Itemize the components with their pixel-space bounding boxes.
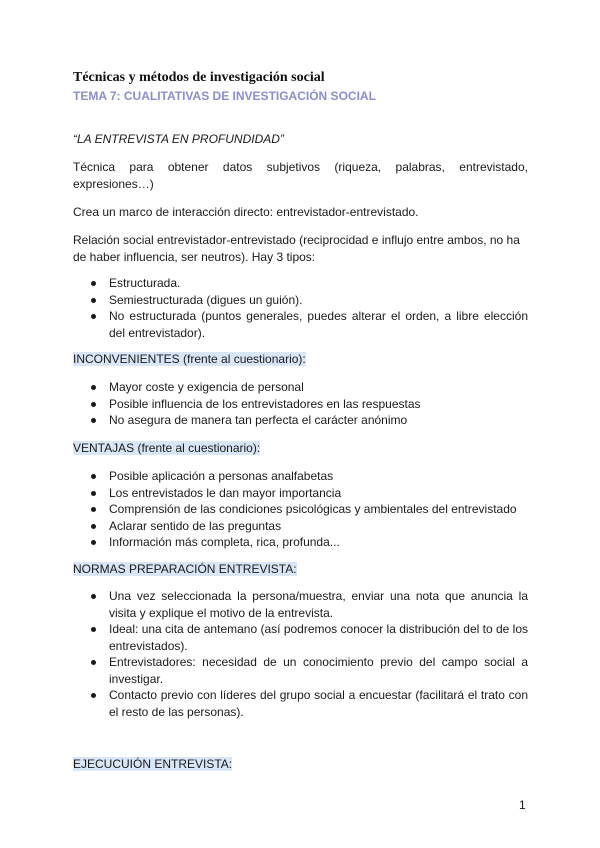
paragraph-tecnica: Técnica para obtener datos subjetivos (riqueza, palabras, entrevistado, expresiones…) — [73, 160, 528, 191]
heading-inconvenientes — [73, 351, 528, 368]
list-item: Comprensión de las condiciones psicológicas y ambientales del entrevistado — [73, 501, 528, 518]
list-item: Ideal: una cita de antemano (así podremos conocer la distribución del to de los entrevistados). — [73, 621, 528, 654]
heading-ejecucion — [73, 756, 528, 773]
paragraph-marco: Crea un marco de interacción directo: entrevistador-entrevistado. — [73, 205, 419, 219]
page-number: 1 — [519, 798, 526, 812]
heading-normas-text: NORMAS PREPARACIÓN ENTREVISTA: — [73, 562, 297, 576]
list-item: Entrevistadores: necesidad de un conocimiento previo del campo social a investigar. — [73, 654, 528, 687]
list-item: Posible influencia de los entrevistadores en las respuestas — [73, 396, 528, 413]
list-item: No asegura de manera tan perfecta el carácter anónimo — [73, 412, 528, 429]
heading-normas — [73, 561, 528, 578]
document-title: Técnicas y métodos de investigación social — [73, 70, 325, 85]
inconvenientes-list — [73, 379, 528, 429]
heading-inconvenientes-text: INCONVENIENTES (frente al cuestionario): — [73, 352, 306, 366]
section-title: “LA ENTREVISTA EN PROFUNDIDAD” — [73, 132, 284, 146]
document-subtitle: TEMA 7: CUALITATIVAS DE INVESTIGACIÓN SOCIAL — [73, 89, 376, 103]
heading-ejecucion-text: EJECUCUIÓN ENTREVISTA: — [73, 757, 233, 771]
heading-ventajas-text: VENTAJAS (frente al cuestionario): — [73, 441, 261, 455]
list-item: Posible aplicación a personas analfabetas — [73, 468, 528, 485]
types-list — [73, 275, 528, 341]
heading-ventajas — [73, 440, 528, 457]
normas-list — [73, 588, 528, 720]
paragraph-relacion: Relación social entrevistador-entrevistado (reciprocidad e influjo entre ambos, no ha de haber influencia, ser neutros). Hay 3 tipos: — [73, 233, 520, 264]
list-item: No estructurada (puntos generales, puedes alterar el orden, a libre elección del entrevistador). — [73, 308, 528, 341]
list-item: Una vez seleccionada la persona/muestra, enviar una nota que anuncia la visita y explique el motivo de la entrevista. — [73, 588, 528, 621]
list-item: Mayor coste y exigencia de personal — [73, 379, 528, 396]
list-item: Información más completa, rica, profunda... — [73, 534, 528, 551]
list-item: Contacto previo con líderes del grupo social a encuestar (facilitará el trato con el resto de las personas). — [73, 687, 528, 720]
list-item: Los entrevistados le dan mayor importancia — [73, 485, 528, 502]
list-item: Aclarar sentido de las preguntas — [73, 518, 528, 535]
list-item: Semiestructurada (digues un guión). — [73, 292, 528, 309]
ventajas-list — [73, 468, 528, 551]
list-item: Estructurada. — [73, 275, 528, 292]
